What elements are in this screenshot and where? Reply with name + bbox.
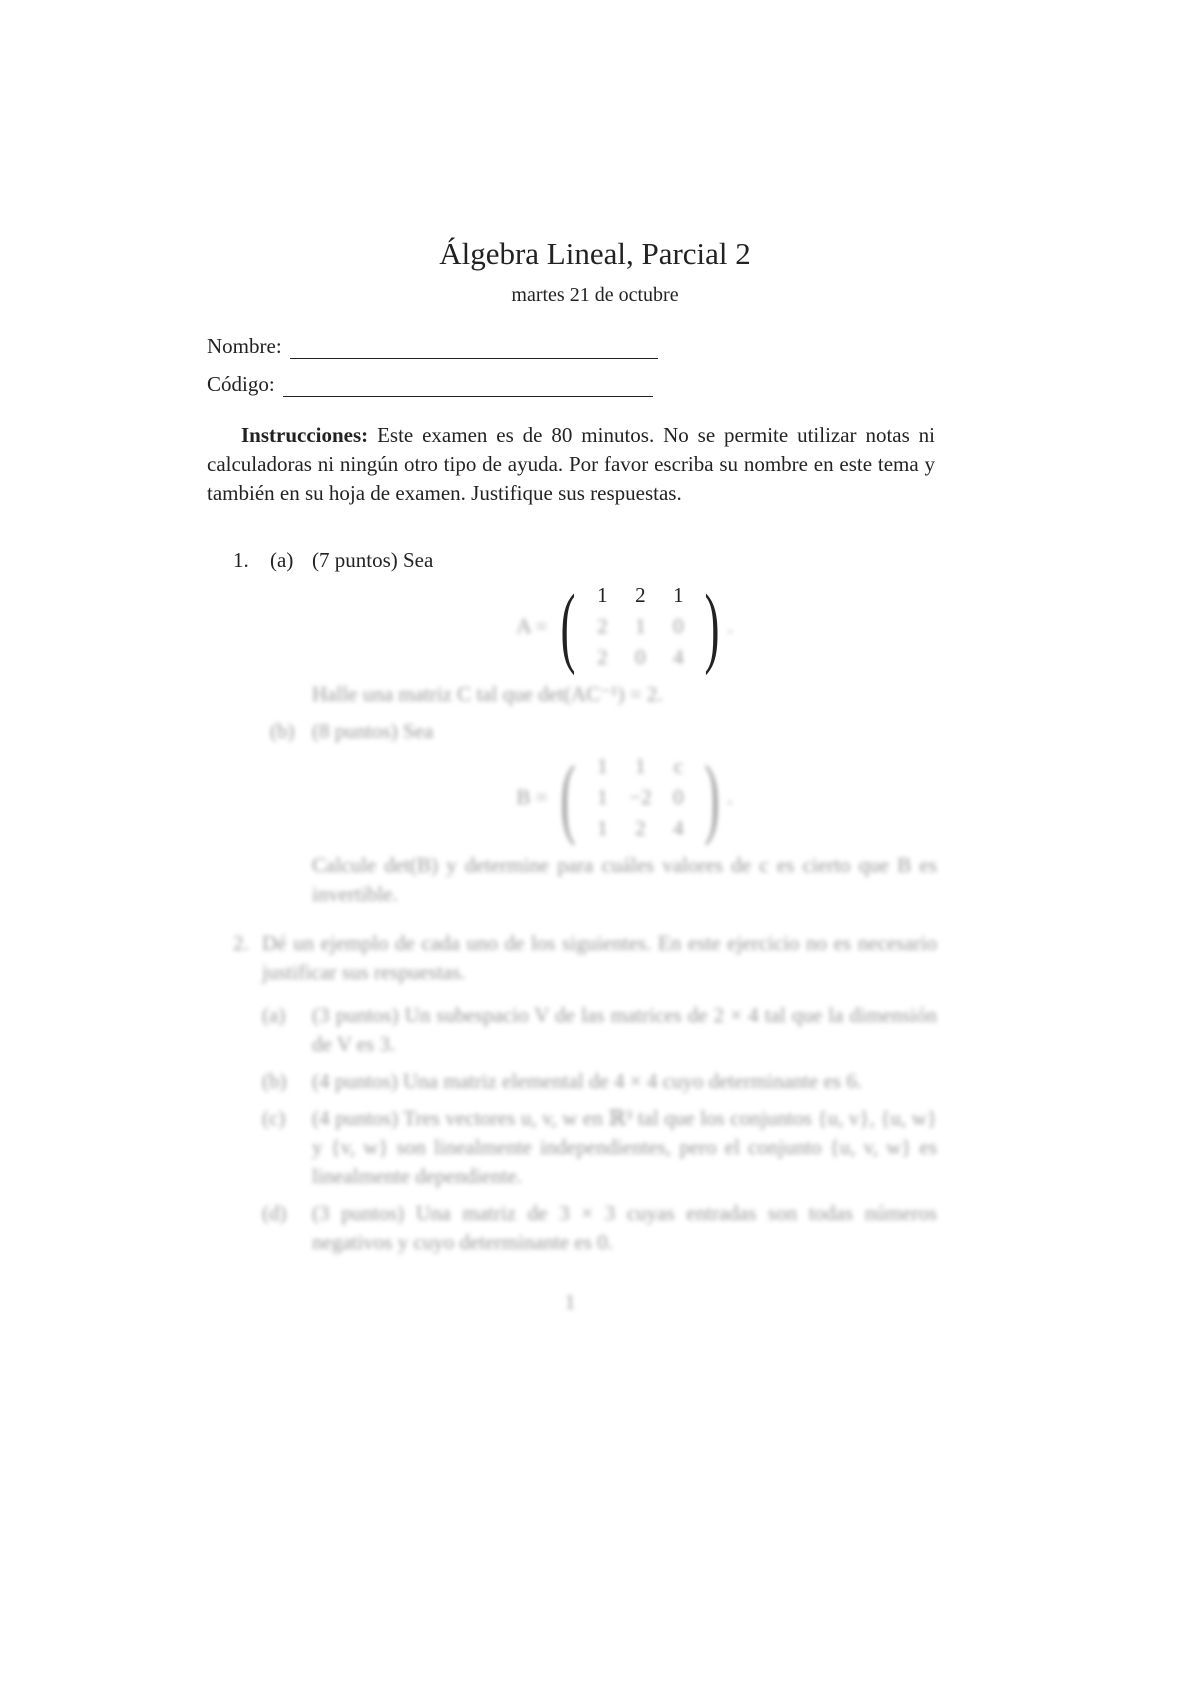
matrix-b-entries (583, 752, 697, 843)
q1a (270, 546, 937, 709)
matrix-entry: c (673, 754, 684, 778)
code-label: Código: (207, 372, 275, 396)
right-paren: ) (704, 576, 720, 676)
matrix-entry: 4 (673, 645, 684, 669)
matrix-entry: 1 (597, 785, 608, 809)
matrix-entry: 0 (673, 614, 684, 638)
q1-number: 1. (233, 548, 249, 572)
matrix-entry: 2 (597, 645, 608, 669)
right-paren: ) (704, 747, 720, 847)
q2a-text: (3 puntos) Un subespacio V de las matrices de 2 × 4 tal que la dimensión de V es 3. (312, 1003, 937, 1056)
matrix-entry: −2 (629, 785, 652, 809)
q2c-label: (c) (262, 1106, 286, 1130)
code-line[interactable] (283, 378, 653, 397)
q2-number: 2. (233, 931, 249, 955)
q2a-label: (a) (262, 1003, 286, 1027)
q1a-content (312, 546, 937, 709)
exam-date: martes 21 de octubre (511, 284, 679, 306)
questions (207, 546, 937, 1257)
name-field[interactable] (207, 334, 658, 359)
q2-text: Dé un ejemplo de cada uno de los siguientes. En este ejercicio no es necesario justificar sus respuestas. (262, 931, 937, 984)
matrix-entry: 1 (597, 754, 608, 778)
q1b-label: (b) (270, 719, 295, 743)
q1b-text: (8 puntos) Sea (312, 719, 434, 743)
q2-body (262, 929, 937, 1257)
q1a-label: (a) (270, 548, 294, 572)
q1b-task: Calcule det(B) y determine para cuáles valores de c es cierto que B es invertible. (312, 853, 937, 906)
q2c (262, 1104, 937, 1191)
instructions-text: Este examen es de 80 minutos. No se permite utilizar notas ni calculadoras ni ningún otro tipo de ayuda. Por favor escriba su nombre en este tema y también en su hoja de examen. Justifique sus respuestas. (207, 423, 935, 505)
matrix-entry: 1 (635, 614, 646, 638)
matrix-entry: 1 (597, 816, 608, 840)
q2b-label: (b) (262, 1069, 287, 1093)
q2c-text: (4 puntos) Tres vectores u, v, w en ℝ³ tal que los conjuntos {u, v}, {u, w} y {v, w} son linealmente independientes, pero el conjunto {u, v, w} es linealmente dependiente. (312, 1106, 937, 1188)
matrix-entry: 1 (673, 583, 684, 607)
q2d (262, 1199, 937, 1257)
matrix-b (312, 747, 937, 847)
code-field[interactable] (207, 372, 653, 397)
instructions-label: Instrucciones: (241, 423, 369, 447)
left-paren: ( (560, 576, 576, 676)
page-number: 1 (564, 1290, 576, 1314)
matrix-a-entries (583, 581, 697, 672)
instructions (207, 421, 935, 508)
matrix-entry: 4 (673, 816, 684, 840)
matrix-b-name: B = (516, 785, 548, 809)
matrix-entry: 2 (597, 614, 608, 638)
matrix-entry: 1 (635, 754, 646, 778)
question-2 (207, 929, 937, 1257)
period: . (727, 614, 733, 638)
matrix-entry: 2 (635, 816, 646, 840)
q1a-task: Halle una matriz C tal que det(AC⁻¹) = 2. (312, 682, 663, 706)
q1b-content (312, 717, 937, 909)
matrix-a-name: A = (516, 614, 548, 638)
page-title: Álgebra Lineal, Parcial 2 (439, 236, 751, 271)
left-paren: ( (560, 747, 576, 847)
matrix-a (312, 576, 937, 676)
matrix-entry: 0 (673, 785, 684, 809)
q1b (270, 717, 937, 909)
name-line[interactable] (290, 340, 658, 359)
matrix-entry: 0 (635, 645, 646, 669)
name-label: Nombre: (207, 334, 282, 358)
q2d-label: (d) (262, 1201, 287, 1225)
question-1 (207, 546, 937, 909)
q1-body (270, 546, 937, 909)
period: . (727, 785, 733, 809)
q2d-text: (3 puntos) Una matriz de 3 × 3 cuyas entradas son todas números negativos y cuyo determinante es 0. (312, 1201, 937, 1254)
q2b (262, 1067, 937, 1096)
matrix-entry: 1 (597, 583, 608, 607)
q2a (262, 1001, 937, 1059)
matrix-entry: 2 (635, 583, 646, 607)
q1a-text: (7 puntos) Sea (312, 548, 434, 572)
q2b-text: (4 puntos) Una matriz elemental de 4 × 4 cuyo determinante es 6. (312, 1069, 863, 1093)
